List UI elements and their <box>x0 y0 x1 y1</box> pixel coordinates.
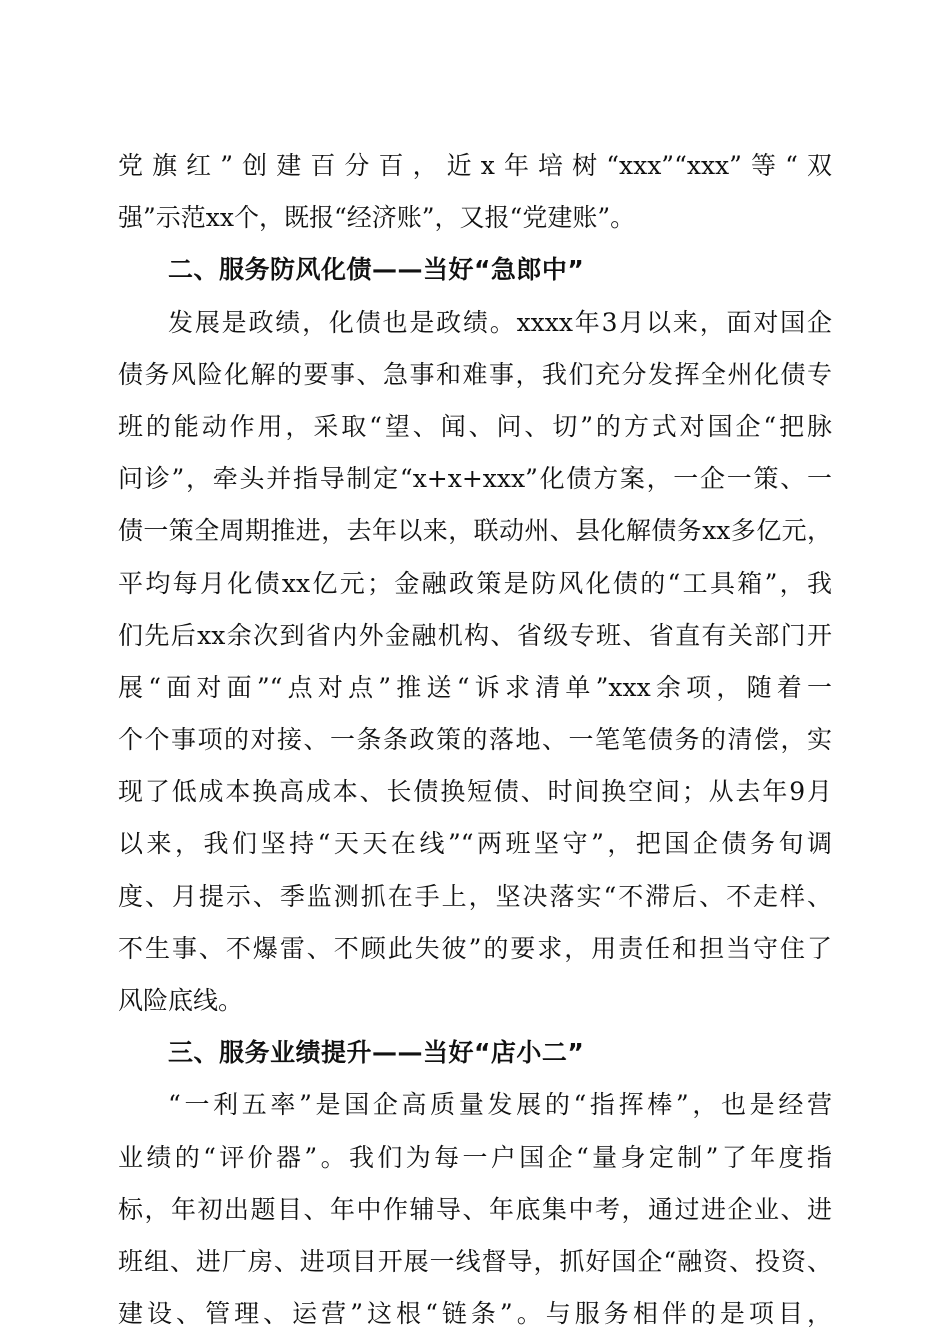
paragraph-line: 们先后xx余次到省内外金融机构、省级专班、省直有关部门开 <box>118 620 832 650</box>
paragraph-line: 强”示范xx个，既报“经济账”，又报“党建账”。 <box>118 203 636 233</box>
paragraph-line: 展“面对面”“点对点”推送“诉求清单”xxx余项，随着一 <box>118 672 832 702</box>
paragraph-line: 风险底线。 <box>118 986 244 1015</box>
section-heading-2: 二、服务防风化债——当好“急郎中” <box>168 255 585 285</box>
paragraph-line: 债务风险化解的要事、急事和难事，我们充分发挥全州化债专 <box>118 359 832 389</box>
paragraph-line: 度、月提示、季监测抓在手上，坚决落实“不滞后、不走样、 <box>118 881 832 911</box>
paragraph-line: 以来，我们坚持“天天在线”“两班坚守”，把国企债务旬调 <box>118 829 832 859</box>
paragraph-line: 建设、管理、运营”这根“链条”。与服务相伴的是项目， <box>118 1299 832 1329</box>
document-body <box>118 140 832 1340</box>
paragraph-line: 平均每月化债xx亿元；金融政策是防风化债的“工具箱”，我 <box>118 568 832 598</box>
paragraph-line: 班组、进厂房、进项目开展一线督导，抓好国企“融资、投资、 <box>118 1246 832 1276</box>
paragraph-line: 不生事、不爆雷、不顾此失彼”的要求，用责任和担当守住了 <box>118 933 832 963</box>
paragraph-line: 问诊”，牵头并指导制定“x+x+xxx”化债方案，一企一策、一 <box>118 464 832 494</box>
paragraph-line: 班的能动作用，采取“望、闻、问、切”的方式对国企“把脉 <box>118 411 832 441</box>
paragraph-line: 债一策全周期推进，去年以来，联动州、县化解债务xx多亿元， <box>118 516 832 546</box>
paragraph-line: 标，年初出题目、年中作辅导、年底集中考，通过进企业、进 <box>118 1194 832 1224</box>
paragraph-line: 党旗红”创建百分百，近x年培树“xxx”“xxx”等“双 <box>118 151 832 180</box>
paragraph-line: 业绩的“评价器”。我们为每一户国企“量身定制”了年度指 <box>118 1142 832 1172</box>
paragraph-line: 现了低成本换高成本、长债换短债、时间换空间；从去年9月 <box>118 777 832 807</box>
paragraph-line: “一利五率”是国企高质量发展的“指挥棒”，也是经营 <box>168 1090 832 1120</box>
section-heading-3: 三、服务业绩提升——当好“店小二” <box>168 1038 585 1068</box>
paragraph-line: 个个事项的对接、一条条政策的落地、一笔笔债务的清偿，实 <box>118 725 832 755</box>
paragraph-line: 发展是政绩，化债也是政绩。xxxx年3月以来，面对国企 <box>168 307 832 337</box>
